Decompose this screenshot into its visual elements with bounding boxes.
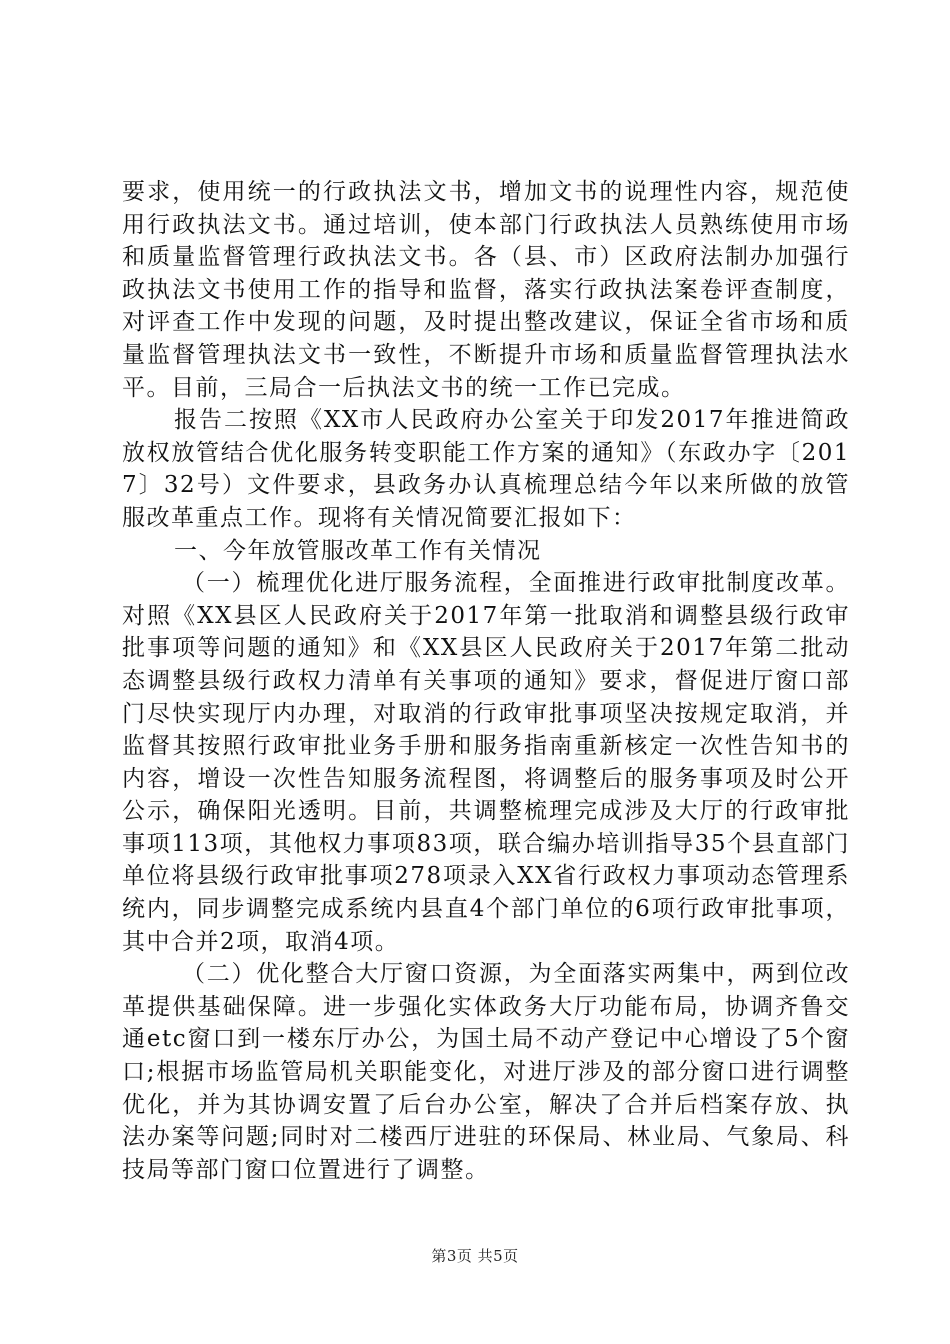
document-body [122, 176, 850, 1186]
page-footer: 第3页 共5页 [431, 1247, 519, 1265]
paragraph-continuation: 要求，使用统一的行政执法文书，增加文书的说理性内容，规范使用行政执法文书。通过培训，使本部门行政执法人员熟练使用市场和质量监督管理行政执法文书。各（县、市）区政府法制办加强行政执法文书使用工作的指导和监督，落实行政执法案卷评查制度，对评查工作中发现的问题，及时提出整改建议，保证全省市场和质量监督管理执法文书一致性，不断提升市场和质量监督管理执法水平。目前，三局合一后执法文书的统一工作已完成。 [122, 179, 850, 401]
paragraph-item-two: （二）优化整合大厅窗口资源，为全面落实两集中，两到位改革提供基础保障。进一步强化实体政务大厅功能布局，协调齐鲁交通etc窗口到一楼东厅办公，为国土局不动产登记中心增设了5个窗口;根据市场监管局机关职能变化，对进厅涉及的部分窗口进行调整优化，并为其协调安置了后台办公室，解决了合并后档案存放、执法办案等问题;同时对二楼西厅进驻的环保局、林业局、气象局、科技局等部门窗口位置进行了调整。 [122, 961, 850, 1183]
paragraph-report-two: 报告二按照《XX市人民政府办公室关于印发2017年推进简政放权放管结合优化服务转变职能工作方案的通知》（东政办字〔2017〕32号）文件要求，县政务办认真梳理总结今年以来所做的放管服改革重点工作。现将有关情况简要汇报如下： [122, 407, 850, 531]
paragraph-item-one: （一）梳理优化进厅服务流程，全面推进行政审批制度改革。对照《XX县区人民政府关于2017年第一批取消和调整县级行政审批事项等问题的通知》和《XX县区人民政府关于2017年第二批动态调整县级行政权力清单有关事项的通知》要求，督促进厅窗口部门尽快实现厅内办理，对取消的行政审批事项坚决按规定取消，并监督其按照行政审批业务手册和服务指南重新核定一次性告知书的内容，增设一次性告知服务流程图，将调整后的服务事项及时公开公示，确保阳光透明。目前，共调整梳理完成涉及大厅的行政审批事项113项，其他权力事项83项，联合编办培训指导35个县直部门单位将县级行政审批事项278项录入XX省行政权力事项动态管理系统内，同步调整完成系统内县直4个部门单位的6项行政审批事项，其中合并2项，取消4项。 [122, 570, 850, 955]
section-heading-one: 一、今年放管服改革工作有关情况 [174, 537, 542, 564]
